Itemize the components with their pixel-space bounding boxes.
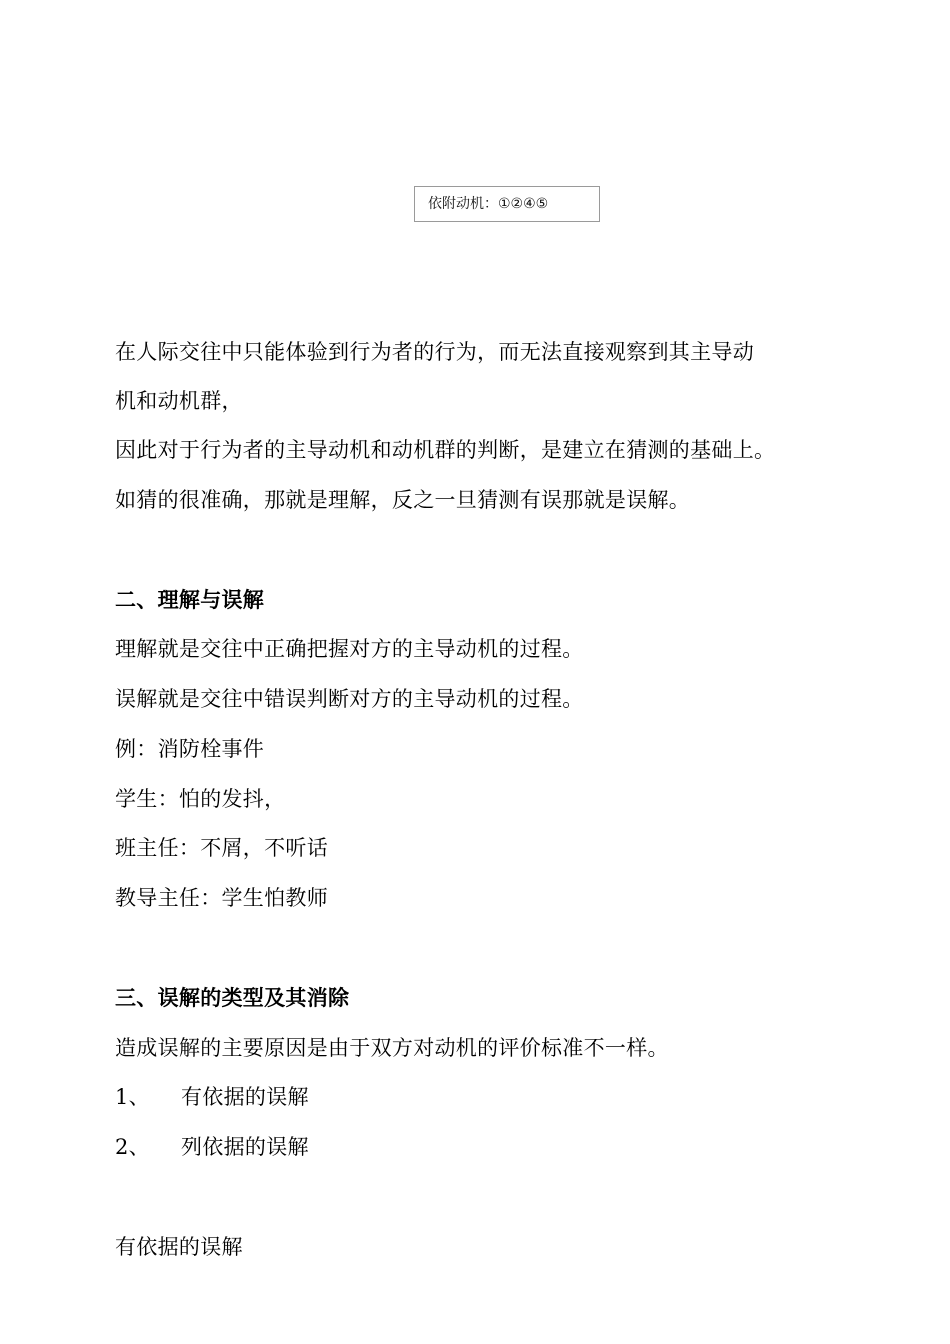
paragraph-line: 在人际交往中只能体验到行为者的行为，而无法直接观察到其主导动 (115, 340, 754, 364)
paragraph-line: 如猜的很准确，那就是理解，反之一旦猜测有误那就是误解。 (115, 488, 691, 512)
paragraph-line: 机和动机群， (115, 389, 243, 413)
text-box-content: 依附动机：①②④⑤ (428, 196, 549, 212)
section-line: 误解就是交往中错误判断对方的主导动机的过程。 (115, 687, 584, 711)
section-heading-3: 三、误解的类型及其消除 (115, 985, 350, 1010)
list-item-number: 2、 (115, 1135, 150, 1159)
text-box (414, 186, 600, 222)
list-item-text: 列依据的误解 (181, 1135, 309, 1159)
list-item-number: 1、 (115, 1085, 150, 1109)
section-line: 教导主任：学生怕教师 (115, 886, 328, 910)
section-line: 理解就是交往中正确把握对方的主导动机的过程。 (115, 637, 584, 661)
section-heading-2: 二、理解与误解 (115, 587, 265, 612)
list-item (115, 1083, 309, 1111)
list-item (115, 1133, 309, 1161)
paragraph-line: 因此对于行为者的主导动机和动机群的判断，是建立在猜测的基础上。 (115, 438, 776, 462)
sub-heading: 有依据的误解 (115, 1235, 243, 1259)
section-line: 班主任：不屑，不听话 (115, 836, 328, 860)
section-line: 例：消防栓事件 (115, 737, 265, 761)
list-item-text: 有依据的误解 (181, 1085, 309, 1109)
section-line: 学生：怕的发抖， (115, 787, 286, 811)
section-line: 造成误解的主要原因是由于双方对动机的评价标准不一样。 (115, 1036, 669, 1060)
